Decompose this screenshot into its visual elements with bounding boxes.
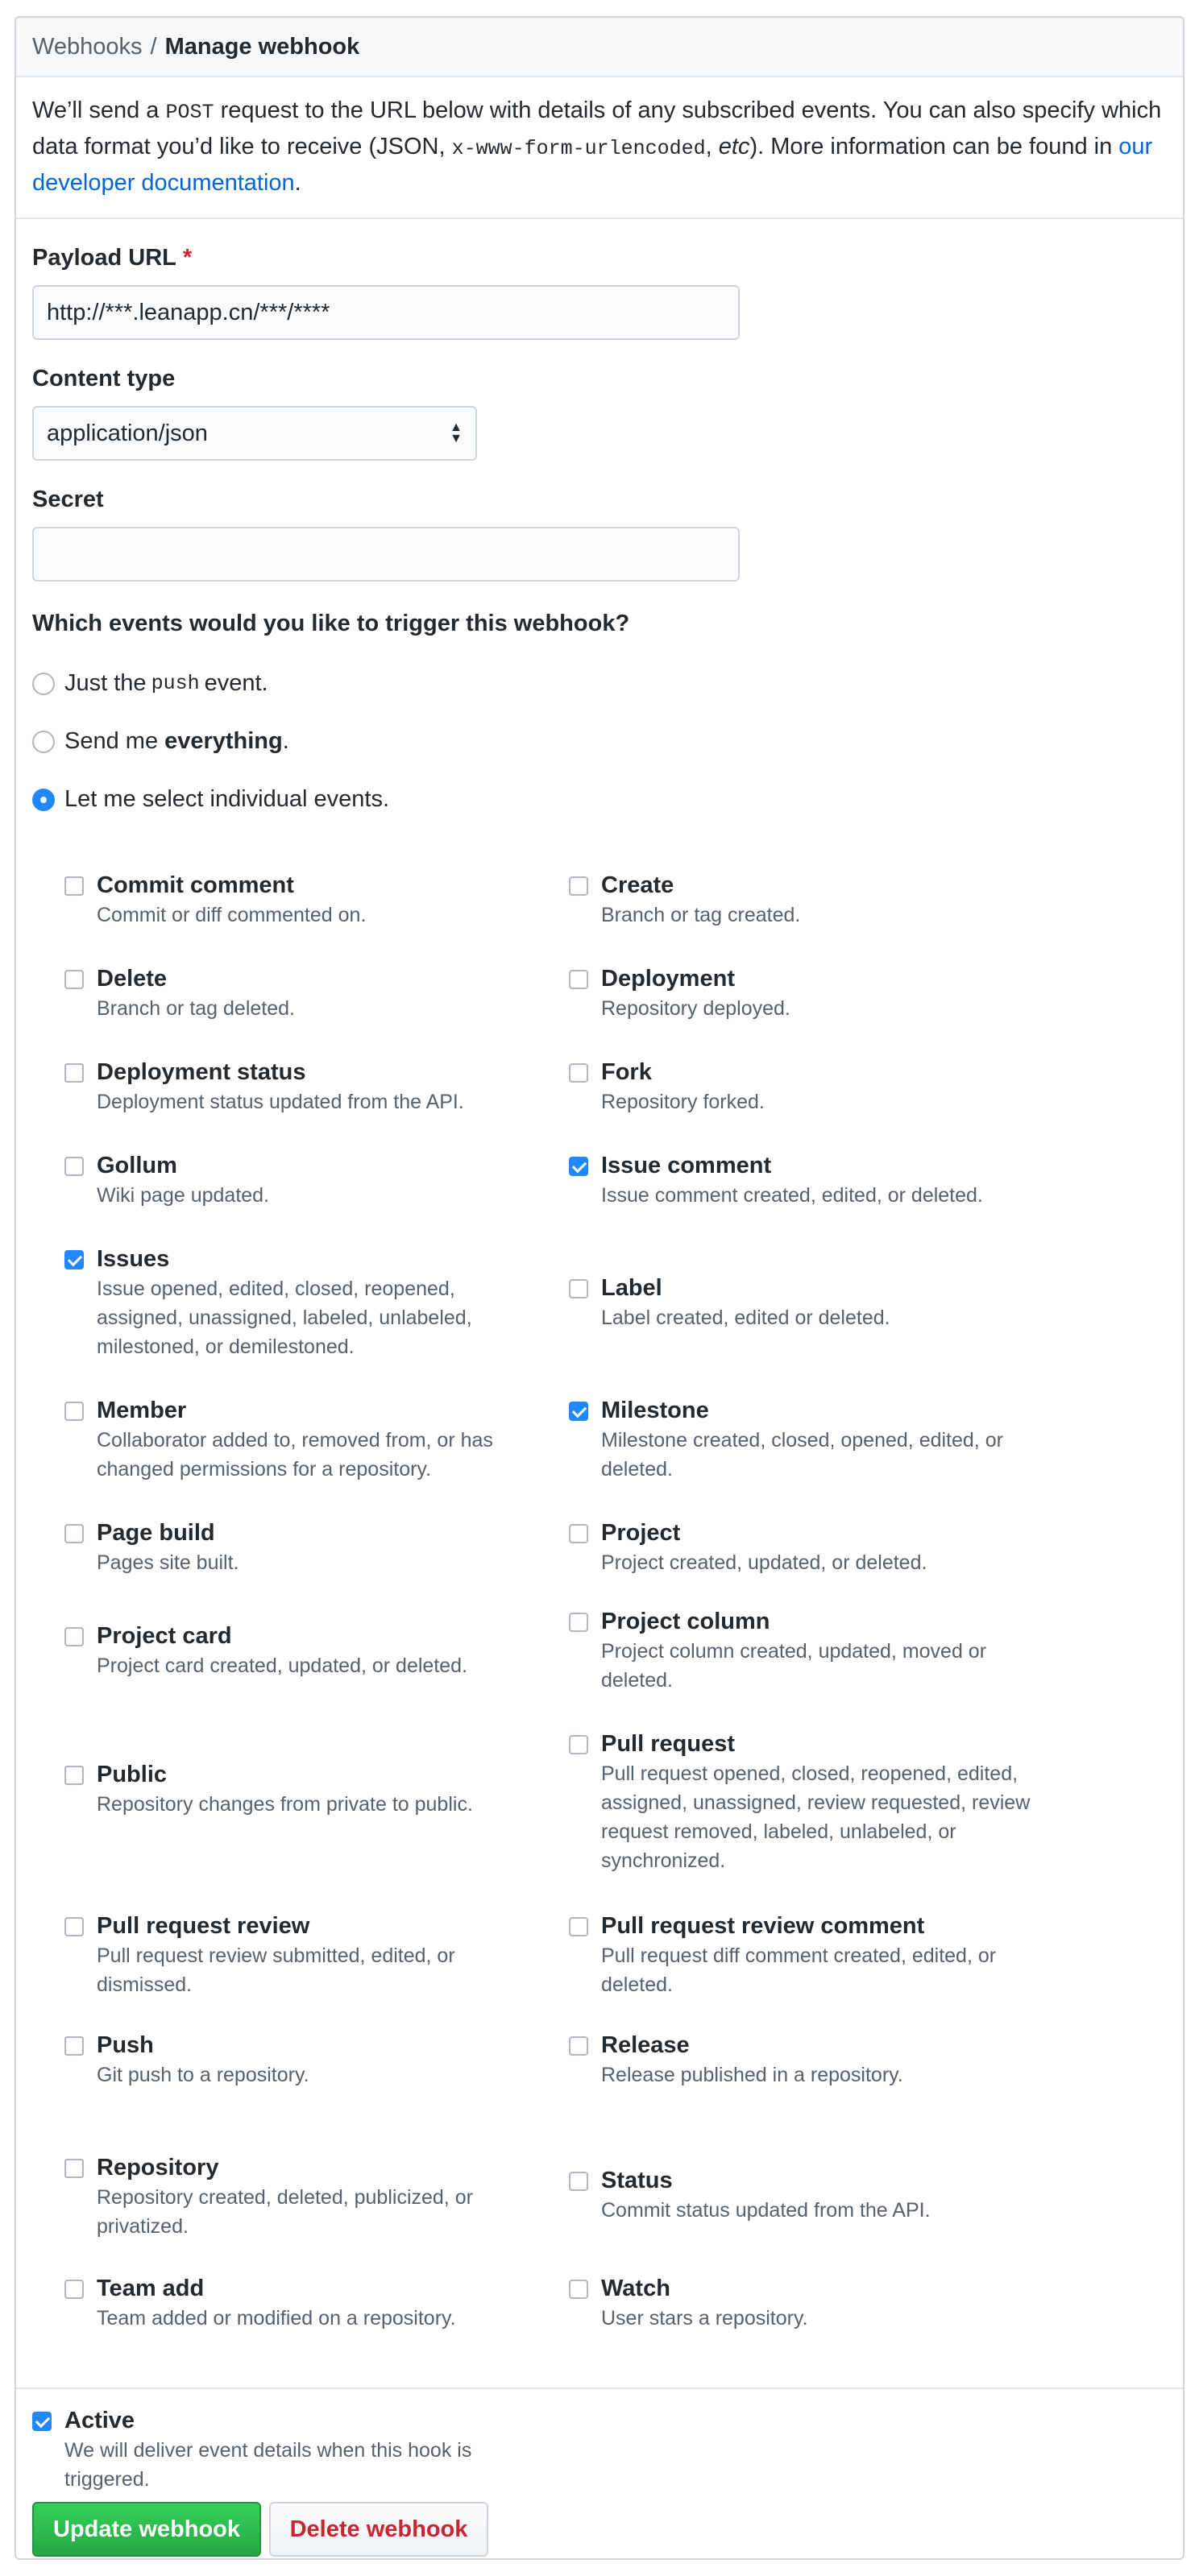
radio-individual[interactable] xyxy=(32,786,389,813)
event-description: Pull request review submitted, edited, or dismissed. xyxy=(97,1944,455,1996)
event-description: Pull request opened, closed, reopened, edited, assigned, unassigned, review requested, review request removed, labeled, unlabeled, or synchronized. xyxy=(601,1762,1031,1872)
event-description: Repository created, deleted, publicized, or privatized. xyxy=(97,2186,473,2238)
event-checkbox[interactable] xyxy=(569,1279,588,1298)
event-checkbox[interactable] xyxy=(64,1402,84,1421)
radio-individual-label: Let me select individual events. xyxy=(64,786,389,812)
event-title: Push xyxy=(97,2032,154,2058)
event-issue-comment[interactable] xyxy=(569,1150,1052,1210)
event-watch[interactable] xyxy=(569,2273,1052,2333)
radio-everything-text: . xyxy=(282,728,289,754)
event-title: Delete xyxy=(97,966,168,992)
secret-input[interactable] xyxy=(32,527,740,582)
event-title: Deployment status xyxy=(97,1059,306,1085)
radio-push-only[interactable] xyxy=(32,670,268,697)
event-title: Gollum xyxy=(97,1153,177,1178)
event-description: Repository deployed. xyxy=(601,997,790,1020)
event-title: Team add xyxy=(97,2276,205,2301)
event-description: Pages site built. xyxy=(97,1551,239,1574)
event-checkbox[interactable] xyxy=(569,970,588,989)
event-project-card[interactable] xyxy=(64,1621,516,1680)
event-title: Commit comment xyxy=(97,872,294,898)
intro-text-part: request to the URL below with details of any subscribed events. You can also specify which data format you’d like to receive (JSON, xyxy=(32,97,1162,159)
event-description: Deployment status updated from the API. xyxy=(97,1091,464,1113)
event-description: Project card created, updated, or deleted. xyxy=(97,1655,468,1677)
payload-url-input[interactable]: http://***.leanapp.cn/***/**** xyxy=(32,285,740,340)
event-issues[interactable] xyxy=(64,1244,516,1361)
intro-text-part: . xyxy=(294,170,301,196)
event-description: Issue opened, edited, closed, reopened, assigned, unassigned, labeled, unlabeled, milestoned, or demilestoned. xyxy=(97,1278,472,1358)
event-project[interactable] xyxy=(569,1518,1052,1577)
radio-individual-control[interactable] xyxy=(32,789,55,811)
event-checkbox[interactable] xyxy=(569,2172,588,2191)
select-caret-icon: ▲ ▼ xyxy=(450,420,463,445)
page-title: Manage webhook xyxy=(164,33,360,60)
event-description: Wiki page updated. xyxy=(97,1184,270,1207)
event-title: Release xyxy=(601,2032,690,2058)
event-checkbox[interactable] xyxy=(64,1063,84,1083)
webhook-form-box xyxy=(15,16,1184,2560)
event-description: Collaborator added to, removed from, or has changed permissions for a repository. xyxy=(97,1429,493,1481)
content-type-label: Content type xyxy=(32,366,176,391)
event-fork[interactable] xyxy=(569,1057,1052,1116)
event-release[interactable] xyxy=(569,2030,1052,2089)
event-title: Status xyxy=(601,2168,673,2193)
event-title: Pull request xyxy=(601,1731,735,1757)
event-checkbox[interactable] xyxy=(569,2036,588,2056)
event-description: Pull request diff comment created, edited, or deleted. xyxy=(601,1944,997,1996)
radio-push-text: Just the xyxy=(64,670,147,696)
content-type-value: application/json xyxy=(47,420,208,446)
event-status[interactable] xyxy=(569,2165,1052,2225)
event-pull-request-review-comment[interactable] xyxy=(569,1911,1052,1999)
event-title: Create xyxy=(601,872,674,898)
event-title: Project xyxy=(601,1520,681,1546)
active-checkbox[interactable] xyxy=(32,2412,52,2431)
intro-text xyxy=(16,77,1183,219)
active-label: Active xyxy=(64,2408,135,2433)
event-title: Watch xyxy=(601,2276,670,2301)
event-title: Page build xyxy=(97,1520,215,1546)
intro-text-part: ). More information can be found in xyxy=(749,134,1113,159)
event-create[interactable] xyxy=(569,870,1052,930)
event-title: Project column xyxy=(601,1609,770,1634)
event-checkbox[interactable] xyxy=(569,2280,588,2299)
event-description: Repository changes from private to public. xyxy=(97,1793,473,1816)
event-title: Pull request review comment xyxy=(601,1913,925,1939)
event-description: User stars a repository. xyxy=(601,2307,808,2330)
event-push[interactable] xyxy=(64,2030,516,2089)
payload-url-label-text: Payload URL xyxy=(32,245,176,271)
event-gollum[interactable] xyxy=(64,1150,516,1210)
event-description: Label created, edited or deleted. xyxy=(601,1307,890,1329)
event-checkbox[interactable] xyxy=(569,1402,588,1421)
event-checkbox[interactable] xyxy=(569,1613,588,1632)
event-description: Branch or tag deleted. xyxy=(97,997,295,1020)
radio-push-code: push xyxy=(151,672,200,695)
intro-text-part: We’ll send a xyxy=(32,97,160,123)
radio-everything-bold: everything xyxy=(164,728,283,754)
event-checkbox[interactable] xyxy=(569,1917,588,1936)
event-milestone[interactable] xyxy=(569,1395,1052,1484)
event-checkbox[interactable] xyxy=(569,876,588,896)
event-description: Commit or diff commented on. xyxy=(97,904,367,926)
event-title: Deployment xyxy=(601,966,735,992)
event-team-add[interactable] xyxy=(64,2273,516,2333)
event-commit-comment[interactable] xyxy=(64,870,516,930)
event-delete[interactable] xyxy=(64,963,516,1023)
radio-everything-text: Send me xyxy=(64,728,159,754)
event-page-build[interactable] xyxy=(64,1518,516,1577)
intro-code-post: POST xyxy=(165,101,214,124)
event-public[interactable] xyxy=(64,1759,516,1819)
intro-text-part: , xyxy=(705,134,712,159)
event-title: Pull request review xyxy=(97,1913,310,1939)
radio-everything-control[interactable] xyxy=(32,731,55,753)
event-description: Release published in a repository. xyxy=(601,2064,903,2086)
event-title: Label xyxy=(601,1275,662,1301)
event-checkbox[interactable] xyxy=(569,1157,588,1176)
event-description: Team added or modified on a repository. xyxy=(97,2307,456,2330)
required-mark: * xyxy=(182,245,193,271)
events-question: Which events would you like to trigger this webhook? xyxy=(32,611,630,636)
event-checkbox[interactable] xyxy=(64,970,84,989)
event-description: Repository forked. xyxy=(601,1091,765,1113)
event-title: Milestone xyxy=(601,1398,709,1423)
event-checkbox[interactable] xyxy=(64,1157,84,1176)
breadcrumb xyxy=(16,18,1183,77)
event-checkbox[interactable] xyxy=(64,1250,84,1269)
event-project-column[interactable] xyxy=(569,1606,1052,1695)
event-description: Commit status updated from the API. xyxy=(601,2199,931,2222)
event-label[interactable] xyxy=(569,1273,1052,1332)
event-checkbox[interactable] xyxy=(569,1524,588,1543)
active-description: We will deliver event details when this hook is triggered. xyxy=(64,2439,472,2491)
event-description: Milestone created, closed, opened, edited, or deleted. xyxy=(601,1429,1003,1481)
event-title: Member xyxy=(97,1398,187,1423)
event-pull-request[interactable] xyxy=(569,1729,1052,1875)
event-checkbox[interactable] xyxy=(64,2036,84,2056)
update-webhook-button[interactable]: Update webhook xyxy=(32,2502,261,2557)
event-checkbox[interactable] xyxy=(64,1627,84,1646)
event-title: Public xyxy=(97,1762,168,1787)
event-pull-request-review[interactable] xyxy=(64,1911,516,1999)
event-description: Branch or tag created. xyxy=(601,904,801,926)
active-toggle[interactable] xyxy=(32,2405,516,2494)
event-title: Project card xyxy=(97,1623,232,1649)
event-checkbox[interactable] xyxy=(569,1063,588,1083)
event-checkbox[interactable] xyxy=(64,1766,84,1785)
event-description: Git push to a repository. xyxy=(97,2064,309,2086)
intro-em: etc xyxy=(718,134,750,159)
radio-push-text: event. xyxy=(204,670,268,696)
event-checkbox[interactable] xyxy=(569,1735,588,1754)
event-checkbox[interactable] xyxy=(64,2280,84,2299)
event-description: Issue comment created, edited, or deleted. xyxy=(601,1184,983,1207)
developer-docs-link[interactable]: our developer documentation xyxy=(32,134,1153,196)
event-description: Project column created, updated, moved or deleted. xyxy=(601,1640,987,1692)
event-checkbox[interactable] xyxy=(64,1917,84,1936)
secret-label: Secret xyxy=(32,487,104,512)
intro-code-form: x-www-form-urlencoded xyxy=(451,137,706,160)
radio-everything[interactable] xyxy=(32,728,289,755)
event-checkbox[interactable] xyxy=(64,876,84,896)
event-description: Project created, updated, or deleted. xyxy=(601,1551,927,1574)
event-deployment[interactable] xyxy=(569,963,1052,1023)
event-title: Fork xyxy=(601,1059,652,1085)
event-deployment-status[interactable] xyxy=(64,1057,516,1116)
radio-push-only-control[interactable] xyxy=(32,673,55,695)
event-title: Issue comment xyxy=(601,1153,772,1178)
event-member[interactable] xyxy=(64,1395,516,1484)
event-checkbox[interactable] xyxy=(64,1524,84,1543)
event-title: Repository xyxy=(97,2155,219,2180)
event-repository[interactable] xyxy=(64,2152,516,2241)
content-type-select[interactable] xyxy=(32,406,477,461)
event-title: Issues xyxy=(97,1246,170,1272)
breadcrumb-webhooks-link[interactable]: Webhooks xyxy=(32,33,143,60)
divider xyxy=(16,2388,1183,2389)
event-checkbox[interactable] xyxy=(64,2159,84,2178)
breadcrumb-separator: / xyxy=(150,33,157,60)
payload-url-label xyxy=(32,245,192,271)
delete-webhook-button[interactable]: Delete webhook xyxy=(269,2502,488,2557)
